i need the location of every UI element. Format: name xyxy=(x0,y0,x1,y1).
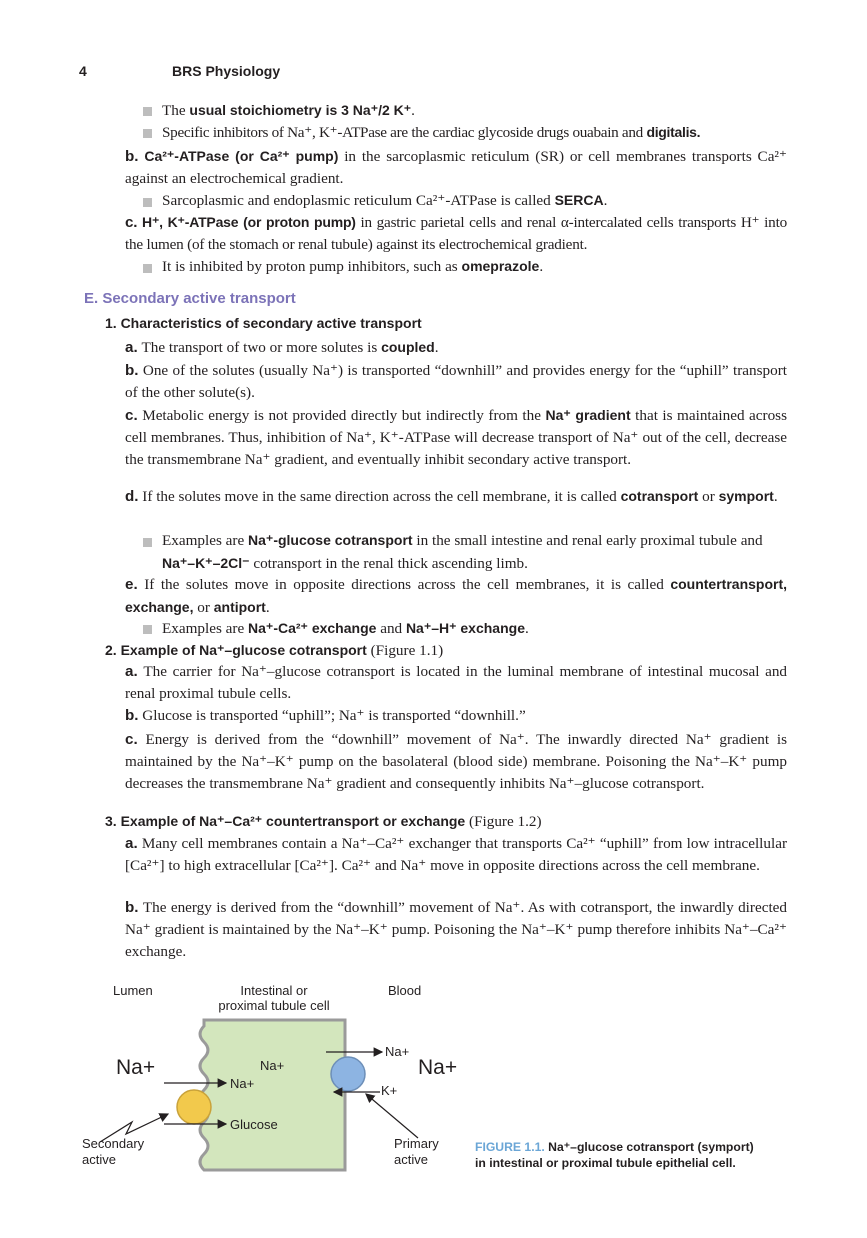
label-glucose: Glucose xyxy=(230,1117,278,1132)
label-blood: Blood xyxy=(388,983,422,998)
primary-pointer xyxy=(366,1094,418,1138)
cotransporter-icon xyxy=(177,1090,211,1124)
label-na-cell: Na+ xyxy=(260,1058,285,1073)
item-2c-energy: c. Energy is derived from the “downhill” movement of Na⁺. The inwardly directed Na⁺ gradient is maintained by the Na⁺–K⁺ pump on the basolateral (blood side) membrane. Poisoning the Na⁺–K⁺ pump decreases the transmembrane Na⁺ gradient and consequently inhibits Na⁺–glucose cotransport. xyxy=(125,731,787,792)
subsection-heading-1: 1. Characteristics of secondary active transport xyxy=(105,315,422,331)
bullet-cotransport-examples: Examples are Na⁺-glucose cotransport in the small intestine and renal early proximal tubule and Na⁺–K⁺–2Cl⁻ cotransport in the renal thick ascending limb. xyxy=(162,532,763,572)
label-na-pumped-out: Na+ xyxy=(385,1044,410,1059)
label-na-blood: Na+ xyxy=(418,1056,458,1079)
label-na-transported: Na+ xyxy=(230,1076,255,1091)
bullet-omeprazole: It is inhibited by proton pump inhibitors, such as omeprazole. xyxy=(162,258,544,275)
item-b-ca-atpase: b. Ca²⁺-ATPase (or Ca²⁺ pump) in the sarcoplasmic reticulum (SR) or cell membranes transports Ca²⁺ against an electrochemical gradient. xyxy=(125,148,787,187)
label-lumen: Lumen xyxy=(113,983,153,998)
section-heading: E. Secondary active transport xyxy=(84,290,296,307)
item-2b-glucose: b. Glucose is transported “uphill”; Na⁺ is transported “downhill.” xyxy=(125,707,526,724)
bullet-serca: Sarcoplasmic and endoplasmic reticulum Ca²⁺-ATPase is called SERCA. xyxy=(162,192,608,209)
figure-caption: FIGURE 1.1. Na⁺–glucose cotransport (symport) in intestinal or proximal tubule epithelial cell. xyxy=(475,1140,754,1170)
bullet-icon xyxy=(143,625,152,634)
item-e-countertransport: e. If the solutes move in opposite directions across the cell membranes, it is called countertransport, exchange, or antiport. xyxy=(125,576,788,616)
item-c-proton-pump: c. H⁺, K⁺-ATPase (or proton pump) in gastric parietal cells and renal α-intercalated cells transports H⁺ into the lumen (of the stomach or renal tubule) against its electrochemical gradient. xyxy=(125,214,787,253)
subsection-heading-3: 3. Example of Na⁺–Ca²⁺ countertransport or exchange (Figure 1.2) xyxy=(105,813,542,830)
bullet-icon xyxy=(143,107,152,116)
na-k-pump-icon xyxy=(331,1057,365,1091)
label-primary-active: Primary active xyxy=(394,1136,439,1167)
bullet-icon xyxy=(143,129,152,138)
item-3b-energy: b. The energy is derived from the “downhill” movement of Na⁺. As with cotransport, the inwardly directed Na⁺ gradient is maintained by the Na⁺–K⁺ pump. Poisoning the Na⁺–K⁺ pump therefore inhibits Na⁺–Ca²⁺ exchange. xyxy=(125,899,787,960)
running-header: BRS Physiology xyxy=(172,63,281,79)
page-number: 4 xyxy=(79,63,87,79)
bullet-icon xyxy=(143,264,152,273)
bullet-exchange-examples: Examples are Na⁺-Ca²⁺ exchange and Na⁺–H⁺ exchange. xyxy=(162,620,529,637)
item-a-coupled: a. The transport of two or more solutes is coupled. xyxy=(125,339,439,356)
bullet-stoichiometry: The usual stoichiometry is 3 Na⁺/2 K⁺. xyxy=(162,102,415,119)
bullet-icon xyxy=(143,198,152,207)
label-k: K+ xyxy=(381,1083,398,1098)
label-cell: Intestinal or proximal tubule cell xyxy=(218,983,330,1013)
item-2a-carrier: a. The carrier for Na⁺–glucose cotransport is located in the luminal membrane of intestinal mucosal and renal proximal tubule cells. xyxy=(125,663,788,702)
item-b-downhill: b. One of the solutes (usually Na⁺) is transported “downhill” and provides energy for the “uphill” transport of the other solute(s). xyxy=(125,362,787,401)
label-secondary-active: Secondary active xyxy=(82,1136,145,1167)
item-3a-exchanger: a. Many cell membranes contain a Na⁺–Ca²⁺ exchanger that transports Ca²⁺ “uphill” from low intracellular [Ca²⁺] to high extracellular [Ca²⁺]. Ca²⁺ and Na⁺ move in opposite directions across the cell membrane. xyxy=(125,835,788,874)
bullet-inhibitors: Specific inhibitors of Na⁺, K⁺-ATPase are the cardiac glycoside drugs ouabain and digitalis. xyxy=(162,124,701,141)
label-na-lumen: Na+ xyxy=(116,1056,156,1079)
cell-body xyxy=(200,1020,345,1170)
item-d-cotransport: d. If the solutes move in the same direction across the cell membrane, it is called cotransport or symport. xyxy=(125,488,778,505)
bullet-icon xyxy=(143,538,152,547)
item-c-gradient: c. Metabolic energy is not provided directly but indirectly from the Na⁺ gradient that is maintained across cell membranes. Thus, inhibition of Na⁺, K⁺-ATPase will decrease transport of Na⁺ out of the cell, decrease the transmembrane Na⁺ gradient, and eventually inhibit secondary active transport. xyxy=(125,407,787,468)
subsection-heading-2: 2. Example of Na⁺–glucose cotransport (Figure 1.1) xyxy=(105,642,444,659)
